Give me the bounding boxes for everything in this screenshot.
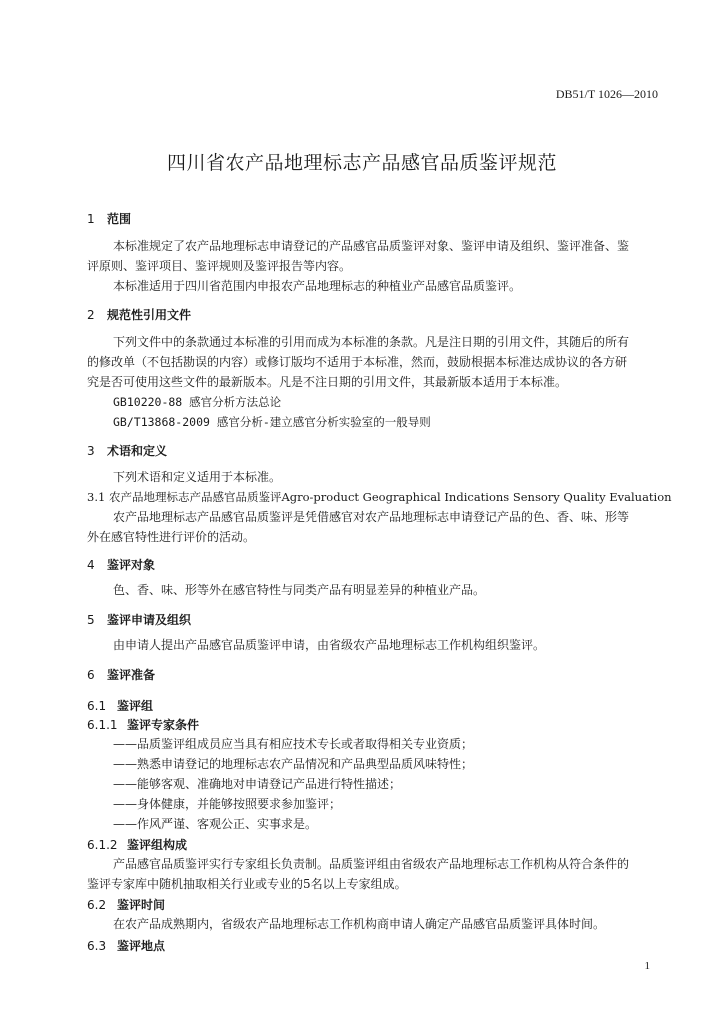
section-title: 鉴评对象 (107, 558, 156, 572)
section-title: 鉴评时间 (117, 898, 166, 912)
section-title: 鉴评组 (117, 699, 154, 713)
paragraph: 评原则、鉴评项目、鉴评规则及鉴评报告等内容。 (87, 259, 352, 273)
section-6-1-heading (87, 697, 153, 714)
section-3-heading (87, 442, 167, 459)
paragraph: 本标准规定了农产品地理标志申请登记的产品感官品质鉴评对象、鉴评申请及组织、鉴评准备、鉴 (113, 239, 630, 253)
normative-reference: GB10220-88 感官分析方法总论 (113, 395, 282, 409)
section-6-1-2-heading (87, 836, 187, 853)
section-number: 6 (87, 668, 95, 682)
section-number: 6.1.1 (87, 718, 118, 732)
section-title: 鉴评地点 (117, 939, 166, 953)
section-number: 5 (87, 613, 95, 627)
paragraph: 鉴评专家库中随机抽取相关行业或专业的5名以上专家组成。 (87, 877, 407, 891)
section-number: 2 (87, 308, 95, 322)
section-6-heading (87, 666, 155, 683)
section-4-heading (87, 556, 155, 573)
list-item: ——作风严谨、客观公正、实事求是。 (113, 817, 318, 831)
paragraph: 产品感官品质鉴评实行专家组长负责制。品质鉴评组由省级农产品地理标志工作机构从符合条件的 (113, 857, 630, 871)
normative-reference: GB/T13868-2009 感官分析-建立感官分析实验室的一般导则 (113, 415, 431, 429)
section-number: 1 (87, 212, 95, 226)
term-3-1: 3.1 农产品地理标志产品感官品质鉴评Agro-product Geographical Indications Sensory Quality Evaluation (87, 490, 672, 504)
list-item: ——熟悉申请登记的地理标志农产品情况和产品典型品质风味特性； (113, 757, 474, 771)
page-number: 1 (644, 960, 650, 972)
list-item: ——能够客观、准确地对申请登记产品进行特性描述； (113, 777, 402, 791)
section-title: 范围 (107, 212, 132, 226)
section-number: 6.3 (87, 939, 107, 953)
section-1-heading (87, 210, 131, 227)
section-5-heading (87, 611, 191, 628)
section-6-1-1-heading (87, 716, 199, 733)
section-6-3-heading (87, 937, 165, 954)
section-title: 鉴评专家条件 (127, 718, 200, 732)
standard-number: DB51/T 1026—2010 (555, 87, 658, 101)
section-number: 4 (87, 558, 95, 572)
paragraph: 由申请人提出产品感官品质鉴评申请，由省级农产品地理标志工作机构组织鉴评。 (113, 638, 546, 652)
paragraph: 下列术语和定义适用于本标准。 (113, 470, 282, 484)
section-title: 鉴评准备 (107, 668, 156, 682)
section-number: 6.1.2 (87, 838, 118, 852)
paragraph: 色、香、味、形等外在感官特性与同类产品有明显差异的种植业产品。 (113, 583, 486, 597)
paragraph: 农产品地理标志产品感官品质鉴评是凭借感官对农产品地理标志申请登记产品的色、香、味、形等 (113, 510, 630, 524)
paragraph: 究是否可使用这些文件的最新版本。凡是不注日期的引用文件，其最新版本适用于本标准。 (87, 375, 568, 389)
section-number: 3 (87, 444, 95, 458)
section-title: 规范性引用文件 (107, 308, 192, 322)
document-title: 四川省农产品地理标志产品感官品质鉴评规范 (166, 152, 557, 174)
section-title: 鉴评申请及组织 (107, 613, 192, 627)
section-number: 6.2 (87, 898, 107, 912)
paragraph: 外在感官特性进行评价的活动。 (87, 530, 256, 544)
section-2-heading (87, 306, 191, 323)
section-6-2-heading (87, 896, 165, 913)
list-item: ——身体健康，并能够按照要求参加鉴评； (113, 797, 342, 811)
paragraph: 本标准适用于四川省范围内申报农产品地理标志的种植业产品感官品质鉴评。 (113, 279, 522, 293)
paragraph: 的修改单（不包括勘误的内容）或修订版均不适用于本标准，然而，鼓励根据本标准达成协议的各方研 (87, 355, 628, 369)
paragraph: 在农产品成熟期内，省级农产品地理标志工作机构商申请人确定产品感官品质鉴评具体时间。 (113, 917, 606, 931)
paragraph: 下列文件中的条款通过本标准的引用而成为本标准的条款。凡是注日期的引用文件，其随后的所有 (113, 335, 630, 349)
section-title: 术语和定义 (107, 444, 168, 458)
list-item: ——品质鉴评组成员应当具有相应技术专长或者取得相关专业资质； (113, 737, 474, 751)
section-title: 鉴评组构成 (127, 838, 188, 852)
section-number: 6.1 (87, 699, 107, 713)
